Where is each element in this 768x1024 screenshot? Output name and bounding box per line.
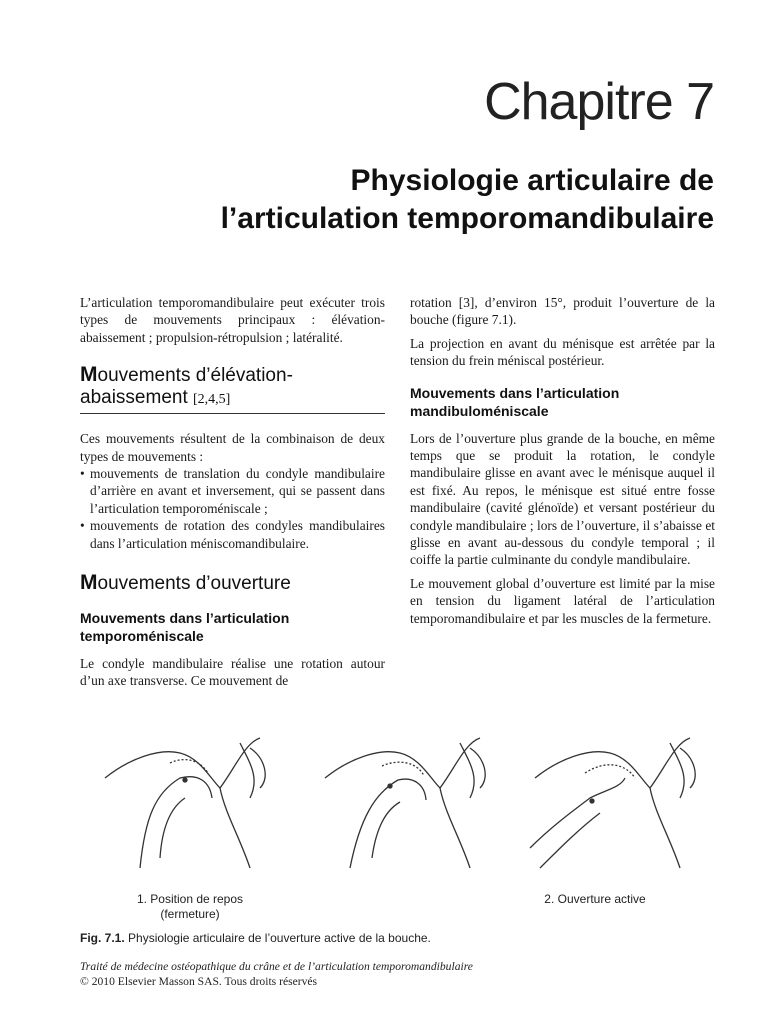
figure-label-line: (fermeture): [160, 907, 220, 921]
subsection-heading: Mouvements dans l’articulation temporoméniscale: [80, 610, 290, 645]
paragraph: Le condyle mandibulaire réalise une rotation autour d’un axe transverse. Ce mouvement de: [80, 656, 385, 689]
bullet-list: [80, 465, 385, 552]
subsection-heading: Mouvements dans l’articulation mandibuloméniscale: [410, 384, 620, 419]
paragraph: Lors de l’ouverture plus grande de la bouche, en même temps que se produit la rotation, le condyle mandibulaire glisse en avant avec le ménisque auquel il est fixé. Au repos, le ménisque est situé entre fosse mandibulaire (cavité glénoïde) et versant postérieur du condyle mandibulaire ; lors de l’ouverture, il s’abaisse et glisse en avant au-dessous du condyle temporal ; il coiffe la partie culminante du condyle mandibulaire.: [410, 430, 715, 568]
chapter-title-line1: Physiologie articulaire de: [350, 164, 714, 197]
left-column: [80, 294, 385, 696]
right-column: [410, 294, 715, 633]
figure-label-rest: [130, 892, 250, 922]
list-item: • mouvements de translation du condyle mandibulaire d’arrière en avant et inversement, qui se passent dans l’articulation temporoméniscale ;: [80, 465, 385, 517]
figure-label-open: 2. Ouverture active: [544, 892, 646, 906]
section-heading-initial: M: [80, 571, 98, 595]
figure-caption-text: Physiologie articulaire de l’ouverture active de la bouche.: [128, 931, 431, 945]
section-heading-ouverture: [80, 572, 385, 595]
figure-label-line: 1. Position de repos: [136, 892, 244, 906]
figure-caption-number: Fig. 7.1.: [80, 931, 125, 945]
section-heading-reference: [2,4,5]: [193, 392, 231, 408]
figure-caption: [80, 931, 431, 946]
chapter-title: [54, 162, 714, 238]
chapter-title-line2: l’articulation temporomandibulaire: [220, 202, 714, 235]
tmj-drawing-open: [530, 738, 695, 868]
section-divider: [80, 413, 385, 414]
section-heading-text: ouvements d’ouverture: [97, 573, 291, 595]
tmj-drawing-rest: [105, 738, 265, 868]
list-item: • mouvements de rotation des condyles mandibulaires dans l’articulation méniscomandibulaire.: [80, 517, 385, 552]
footer-book-title: Traité de médecine ostéopathique du crâne et de l’articulation temporomandibulaire: [80, 960, 473, 973]
paragraph: Ces mouvements résultent de la combinaison de deux types de mouvements :: [80, 431, 385, 464]
paragraph: Le mouvement global d’ouverture est limité par la mise en tension du ligament latéral de l’articulation temporomandibulaire et par les muscles de la fermeture.: [410, 575, 715, 626]
tmj-drawings: [100, 718, 720, 888]
section-heading-initial: M: [80, 363, 98, 387]
tmj-drawing-intermediate: [325, 738, 485, 868]
paragraph: La projection en avant du ménisque est arrêtée par la tension du frein méniscal postérieur.: [410, 335, 715, 369]
page-footer: [80, 959, 473, 989]
section-heading-text: ouvements d’élévation-: [97, 365, 293, 387]
figure-illustration: [100, 718, 720, 888]
section-heading-elevation: [80, 364, 385, 411]
intro-paragraph: L’articulation temporomandibulaire peut exécuter trois types de mouvements principaux : élévation-abaissement ; propulsion-rétropulsion ; latéralité.: [80, 295, 385, 345]
section-heading-text-line2: abaissement: [80, 387, 188, 409]
paragraph: rotation [3], d’environ 15°, produit l’ouverture de la bouche (figure 7.1).: [410, 295, 715, 328]
chapter-heading: Chapitre 7: [484, 73, 714, 131]
footer-copyright: © 2010 Elsevier Masson SAS. Tous droits réservés: [80, 975, 318, 988]
